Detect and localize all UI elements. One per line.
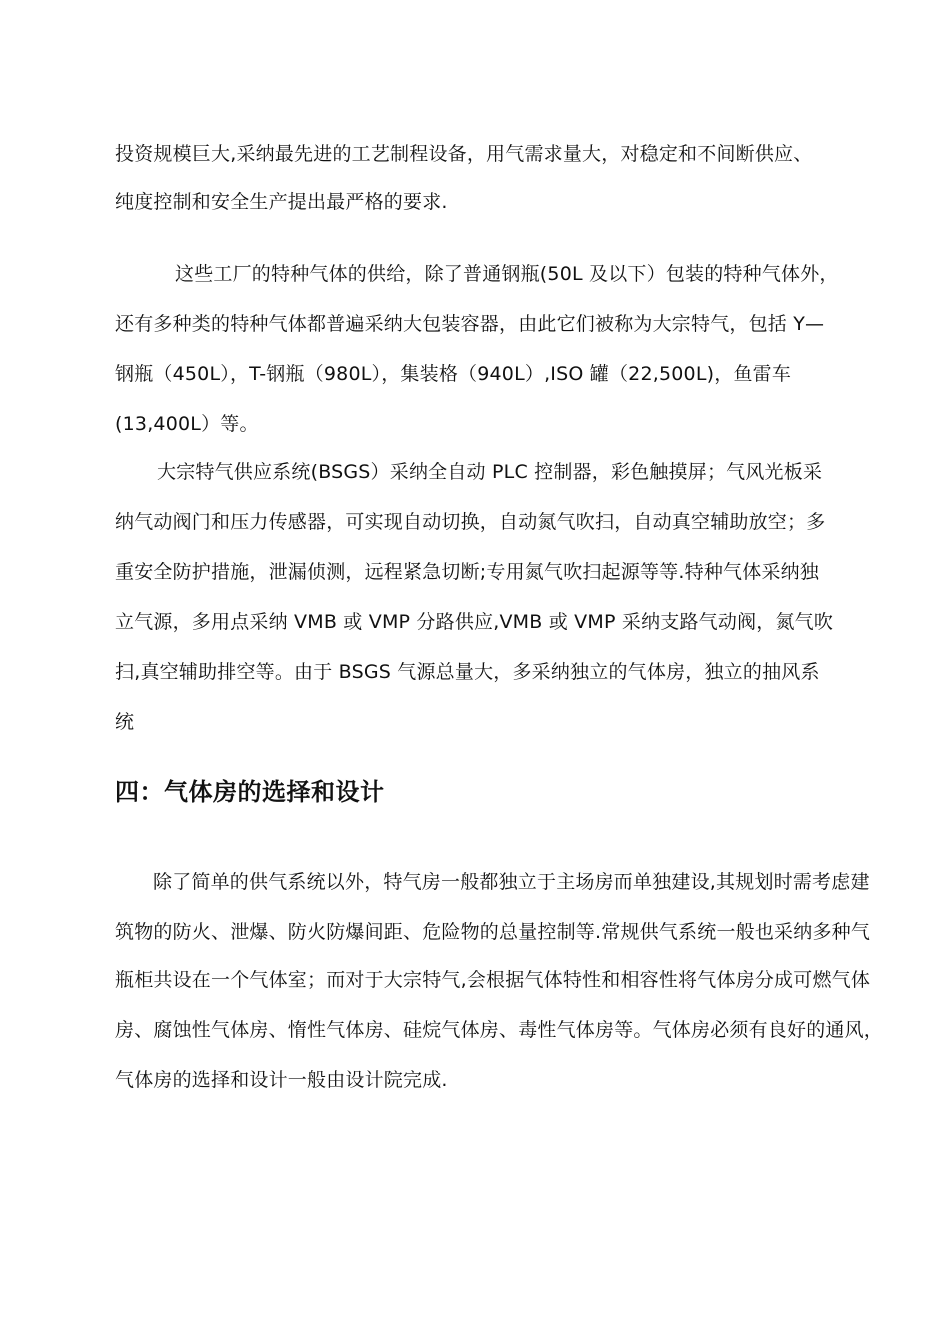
paragraph-line: 筑物的防火、泄爆、防火防爆间距、危险物的总量控制等.常规供气系统一般也采纳多种气 [115,921,871,943]
paragraph-line: 重安全防护措施，泄漏侦测，远程紧急切断;专用氮气吹扫起源等等.特种气体采纳独 [115,561,820,583]
paragraph-line: 扫,真空辅助排空等。由于 BSGS 气源总量大，多采纳独立的气体房，独立的抽风系 [115,661,820,683]
paragraph-line: 除了简单的供气系统以外，特气房一般都独立于主场房而单独建设,其规划时需考虑建 [153,871,870,893]
paragraph-line: 统 [115,711,135,733]
paragraph-line: 纯度控制和安全生产提出最严格的要求. [115,191,448,213]
section-heading: 四：气体房的选择和设计 [115,778,385,806]
paragraph-line: 投资规模巨大,采纳最先进的工艺制程设备，用气需求量大，对稳定和不间断供应、 [115,143,813,165]
paragraph-line: 气体房的选择和设计一般由设计院完成. [115,1069,448,1091]
paragraph-line: 这些工厂的特种气体的供给，除了普通钢瓶(50L 及以下）包装的特种气体外， [175,263,839,285]
paragraph-line: 纳气动阀门和压力传感器，可实现自动切换，自动氮气吹扫，自动真空辅助放空；多 [115,511,826,533]
paragraph-line: 房、腐蚀性气体房、惰性气体房、硅烷气体房、毒性气体房等。气体房必须有良好的通风， [115,1019,884,1041]
paragraph-line: 还有多种类的特种气体都普遍采纳大包装容器，由此它们被称为大宗特气，包括 Y— [115,313,825,335]
paragraph-line: 立气源，多用点采纳 VMB 或 VMP 分路供应,VMB 或 VMP 采纳支路气动阀，氮气吹 [115,611,834,633]
paragraph-line: 瓶柜共设在一个气体室；而对于大宗特气,会根据气体特性和相容性将气体房分成可燃气体 [115,969,871,991]
paragraph-line: 钢瓶（450L），T-钢瓶（980L），集装格（940L）,ISO 罐（22,500L)，鱼雷车 [115,363,792,385]
paragraph-line: 大宗特气供应系统(BSGS）采纳全自动 PLC 控制器，彩色触摸屏；气风光板采 [157,461,823,483]
paragraph-line: (13,400L）等。 [115,413,259,435]
